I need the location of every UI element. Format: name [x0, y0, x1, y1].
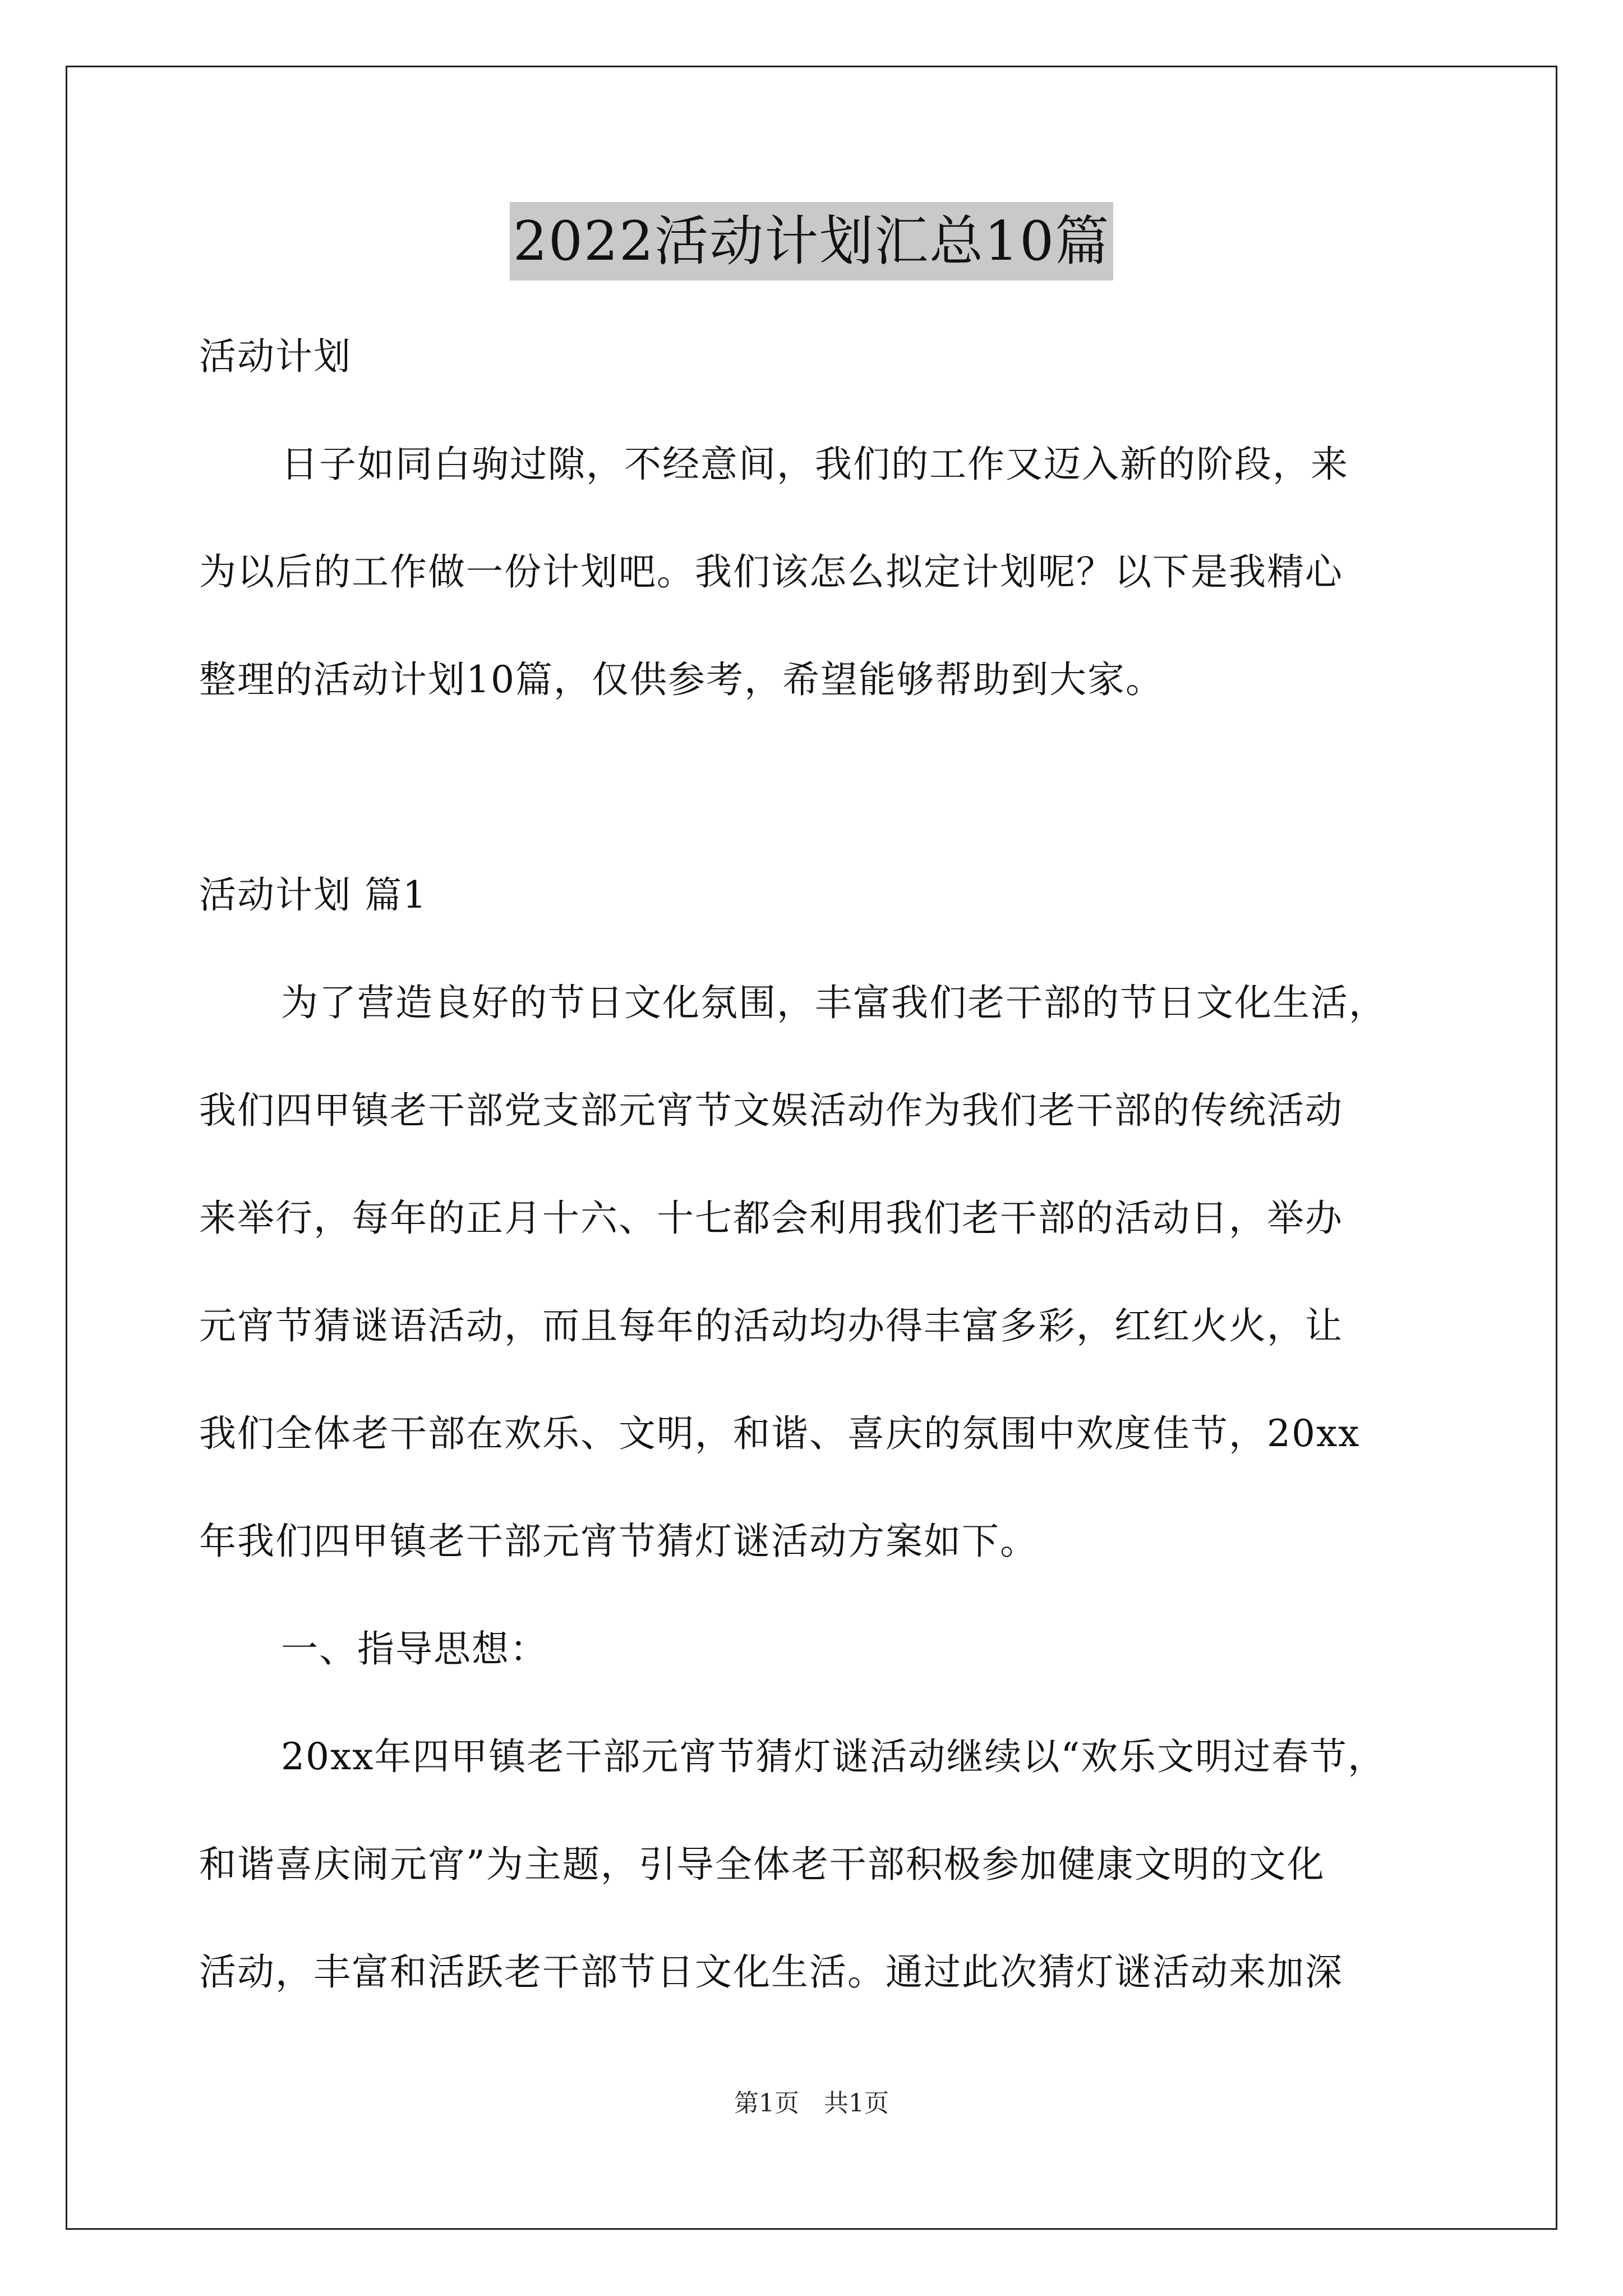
document-body [199, 303, 1433, 2026]
intro-line: 日子如同白驹过隙，不经意间，我们的工作又迈入新的阶段，来 [281, 443, 1349, 486]
intro-line: 整理的活动计划10篇，仅供参考，希望能够帮助到大家。 [199, 658, 1164, 701]
paragraph-line: 和谐喜庆闹元宵”为主题，引导全体老干部积极参加健康文明的文化 [199, 1843, 1325, 1886]
paragraph-line: 年我们四甲镇老干部元宵节猜灯谜活动方案如下。 [199, 1520, 1038, 1563]
intro-heading: 活动计划 [199, 335, 352, 378]
paragraph-line: 元宵节猜谜语活动，而且每年的活动均办得丰富多彩，红红火火，让 [199, 1304, 1343, 1347]
section-heading: 活动计划 篇1 [199, 873, 427, 917]
title-container [0, 202, 1623, 280]
subheading: 一、指导思想： [281, 1627, 548, 1671]
paragraph-line: 活动，丰富和活跃老干部节日文化生活。通过此次猜灯谜活动来加深 [199, 1950, 1343, 1994]
paragraph-line: 我们全体老干部在欢乐、文明，和谐、喜庆的氛围中欢度佳节，20xx [199, 1412, 1361, 1455]
spacer [199, 734, 1433, 841]
paragraph-line: 我们四甲镇老干部党支部元宵节文娱活动作为我们老干部的传统活动 [199, 1089, 1343, 1132]
paragraph-line: 来举行，每年的正月十六、十七都会利用我们老干部的活动日，举办 [199, 1197, 1343, 1240]
page-footer: 第1页 共1页 [734, 2089, 889, 2118]
document-title: 2022活动计划汇总10篇 [510, 202, 1113, 280]
intro-line: 为以后的工作做一份计划吧。我们该怎么拟定计划呢？以下是我精心 [199, 550, 1343, 593]
paragraph-line: 20xx年四甲镇老干部元宵节猜灯谜活动继续以“欢乐文明过春节， [281, 1735, 1386, 1778]
paragraph-line: 为了营造良好的节日文化氛围，丰富我们老干部的节日文化生活， [281, 981, 1387, 1024]
